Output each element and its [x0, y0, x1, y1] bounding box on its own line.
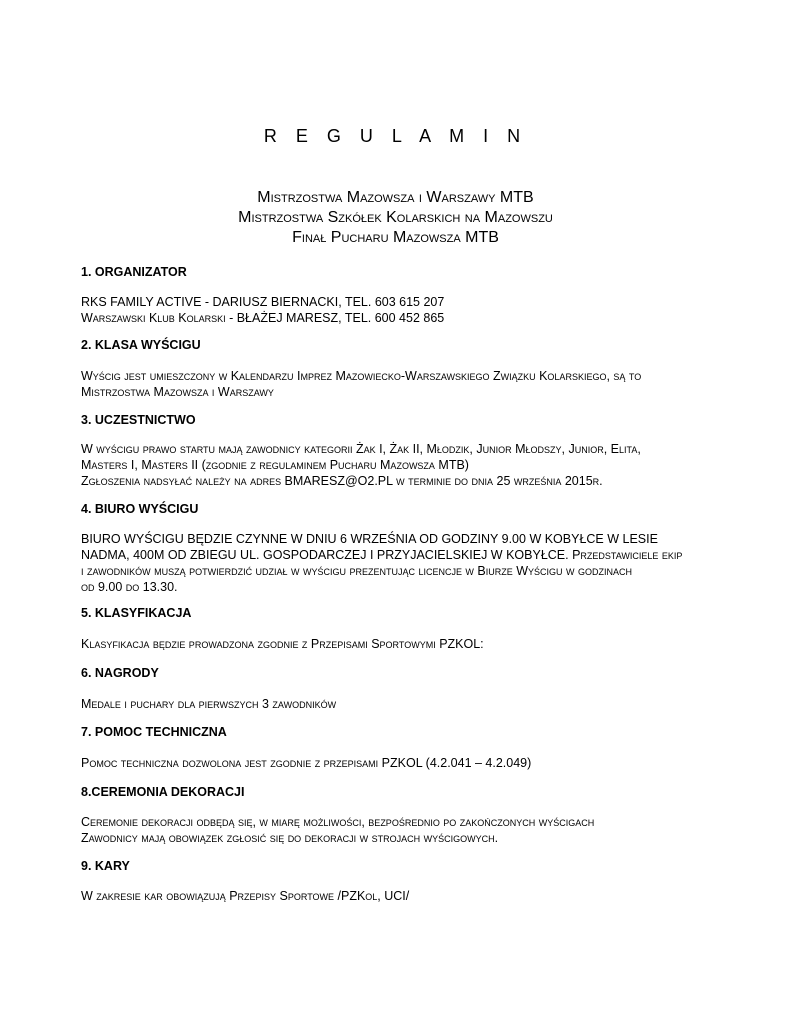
uczestnictwo-line-2: Masters I, Masters II (zgodnie z regulaminem Pucharu Mazowsza MTB)	[81, 458, 469, 472]
section-heading-nagrody: 6. NAGRODY	[81, 666, 159, 680]
document-title: R E G U L A M I N	[263, 126, 528, 146]
klasa-line-2: Mistrzostwa Mazowsza i Warszawy	[81, 385, 274, 399]
uczestnictwo-line-3: Zgłoszenia nadsyłać należy na adres BMARESZ@O2.PL w terminie do dnia 25 września 2015r.	[81, 474, 603, 488]
section-heading-uczestnictwo: 3. UCZESTNICTWO	[81, 413, 196, 427]
section-heading-organizator: 1. ORGANIZATOR	[81, 265, 187, 279]
subtitle-line-1: Mistrzostwa Mazowsza i Warszawy MTB	[257, 189, 534, 206]
section-body-pomoc	[81, 755, 721, 771]
subtitle-line-3: Finał Pucharu Mazowsza MTB	[292, 229, 499, 246]
ceremonia-line-2: Zawodnicy mają obowiązek zgłosić się do dekoracji w strojach wyścigowych.	[81, 831, 499, 845]
biuro-line-4: od 9.00 do 13.30.	[81, 580, 178, 594]
nagrody-line-1: Medale i puchary dla pierwszych 3 zawodników	[81, 697, 337, 711]
section-body-ceremonia	[81, 814, 721, 846]
uczestnictwo-line-1: W wyścigu prawo startu mają zawodnicy kategorii Żak I, Żak II, Młodzik, Junior Młodszy, Junior, Elita,	[81, 442, 641, 456]
biuro-line-1: BIURO WYŚCIGU BĘDZIE CZYNNE W DNIU 6 WRZEŚNIA OD GODZINY 9.00 W KOBYŁCE W LESIE	[81, 532, 658, 546]
klasyfikacja-line-1: Klasyfikacja będzie prowadzona zgodnie z Przepisami Sportowymi PZKOL:	[81, 637, 484, 651]
biuro-line-3: i zawodników muszą potwierdzić udział w wyścigu prezentując licencje w Biurze Wyścigu w godzinach	[81, 564, 632, 578]
section-heading-klasa: 2. KLASA WYŚCIGU	[81, 338, 201, 352]
section-body-nagrody	[81, 696, 721, 712]
section-body-uczestnictwo	[81, 441, 721, 489]
section-heading-pomoc: 7. POMOC TECHNICZNA	[81, 725, 227, 739]
kary-line-1: W zakresie kar obowiązują Przepisy Sportowe /PZKol, UCI/	[81, 889, 410, 903]
pomoc-line-1: Pomoc techniczna dozwolona jest zgodnie z przepisami PZKOL (4.2.041 – 4.2.049)	[81, 756, 532, 770]
ceremonia-line-1: Ceremonie dekoracji odbędą się, w miarę możliwości, bezpośrednio po zakończonych wyścigach	[81, 815, 595, 829]
section-heading-ceremonia: 8.CEREMONIA DEKORACJI	[81, 785, 245, 799]
section-body-organizator	[81, 294, 721, 326]
section-body-kary	[81, 888, 721, 904]
section-body-klasa	[81, 368, 721, 400]
section-body-klasyfikacja	[81, 636, 721, 652]
section-heading-biuro: 4. BIURO WYŚCIGU	[81, 502, 199, 516]
organizer-line-1: RKS FAMILY ACTIVE - DARIUSZ BIERNACKI, TEL. 603 615 207	[81, 295, 445, 309]
subtitle-line-2: Mistrzostwa Szkółek Kolarskich na Mazowszu	[238, 209, 553, 226]
section-heading-klasyfikacja: 5. KLASYFIKACJA	[81, 606, 192, 620]
organizer-line-2: Warszawski Klub Kolarski - BŁAŻEJ MARESZ, TEL. 600 452 865	[81, 311, 445, 325]
section-body-biuro	[81, 531, 721, 595]
section-heading-kary: 9. KARY	[81, 859, 130, 873]
biuro-line-2: NADMA, 400M OD ZBIEGU UL. GOSPODARCZEJ I PRZYJACIELSKIEJ W KOBYŁCE. Przedstawiciele ekip	[81, 548, 683, 562]
klasa-line-1: Wyścig jest umieszczony w Kalendarzu Imprez Mazowiecko-Warszawskiego Związku Kolarskiego, są to	[81, 369, 642, 383]
